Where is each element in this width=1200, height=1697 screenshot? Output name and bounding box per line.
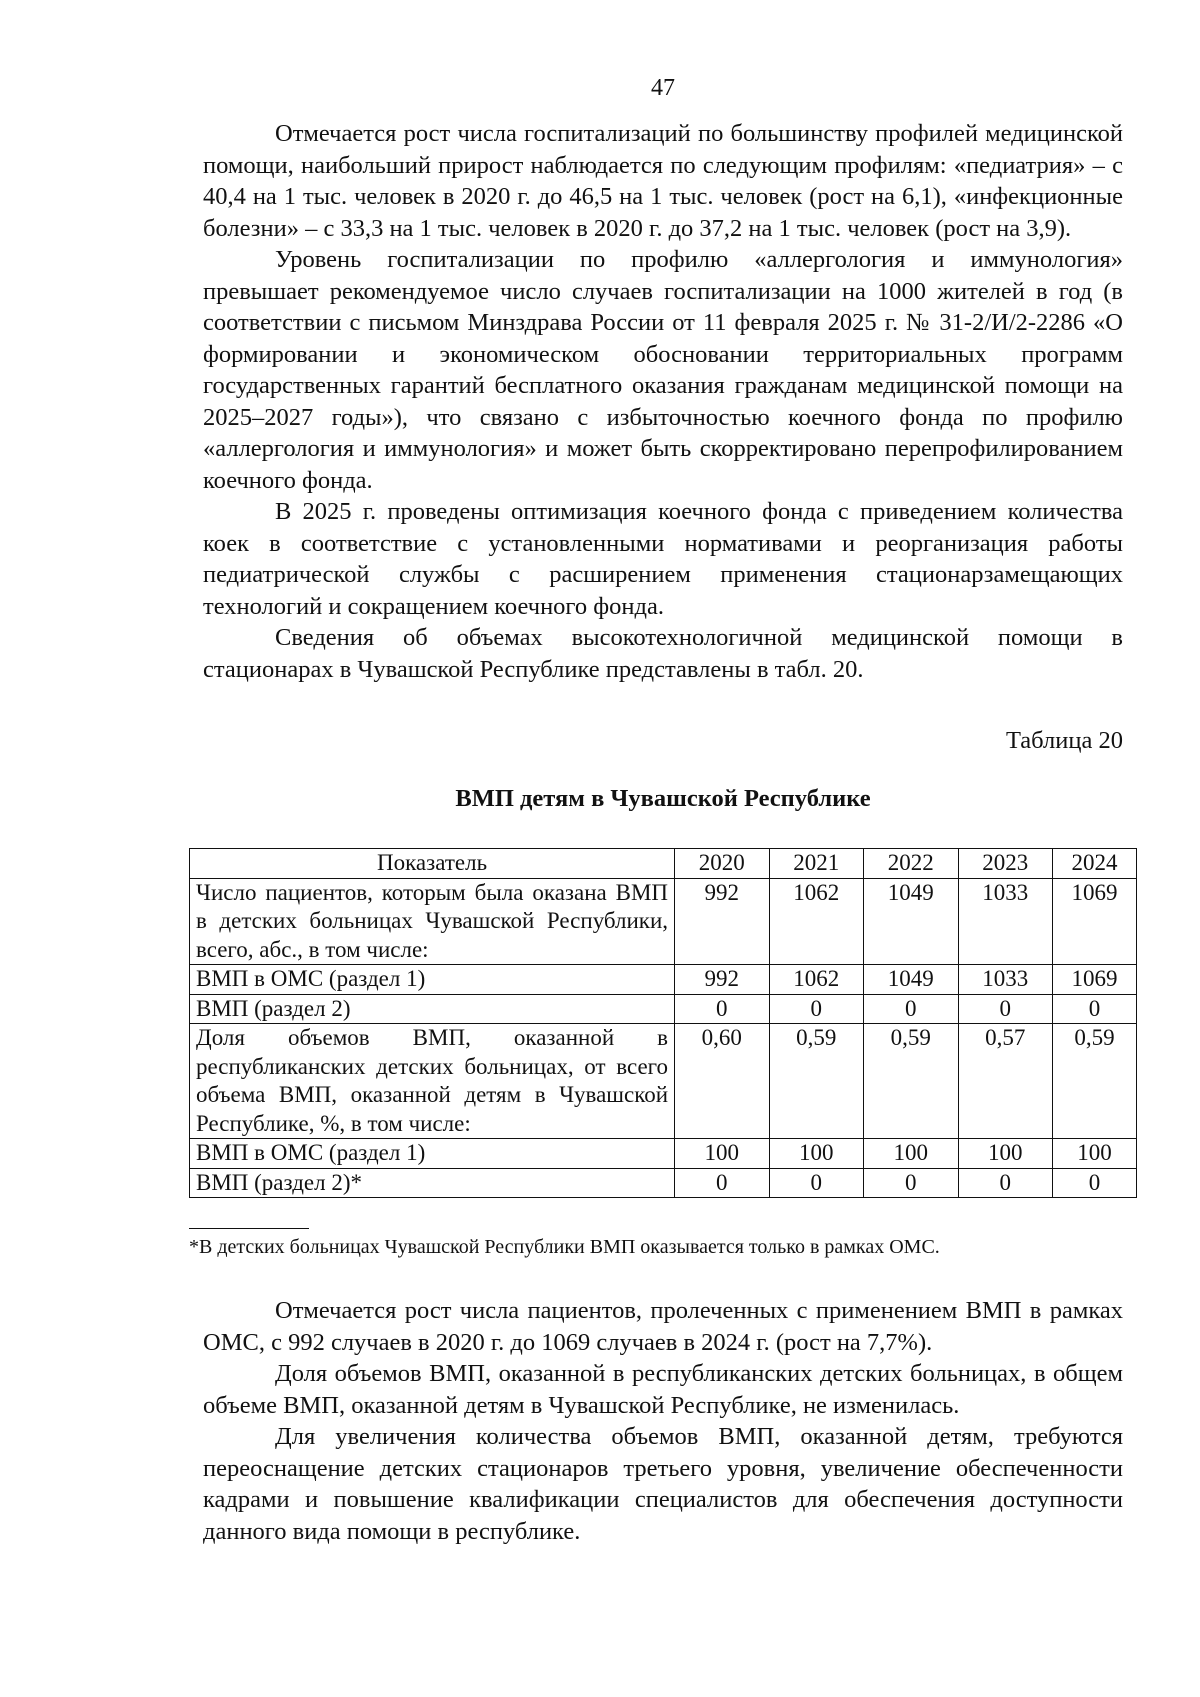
cell-value: 1062 — [769, 965, 863, 995]
cell-value: 0 — [675, 1168, 769, 1198]
table-label: Таблица 20 — [1005, 727, 1123, 754]
cell-value: 1033 — [958, 965, 1052, 995]
table-row — [190, 1168, 1137, 1198]
page-number: 47 — [651, 75, 675, 101]
cell-value: 0,59 — [769, 1024, 863, 1139]
cell-value: 0 — [864, 1168, 958, 1198]
vmp-children-table — [189, 848, 1137, 1198]
table-header-row — [190, 849, 1137, 879]
row-indicator: ВМП в ОМС (раздел 1) — [190, 1139, 675, 1169]
cell-value: 1049 — [864, 965, 958, 995]
cell-value: 992 — [675, 878, 769, 965]
row-indicator: ВМП (раздел 2)* — [190, 1168, 675, 1198]
paragraph-share-unchanged: Доля объемов ВМП, оказанной в республиканских детских больницах, в общем объеме ВМП, оказанной детям в Чувашской Республике, не изменилась. — [203, 1360, 1123, 1419]
table-row — [190, 1024, 1137, 1139]
column-header-2022: 2022 — [864, 849, 958, 879]
cell-value: 100 — [1052, 1139, 1136, 1169]
cell-value: 100 — [769, 1139, 863, 1169]
bottom-text-block — [203, 1295, 1123, 1547]
cell-value: 1033 — [958, 878, 1052, 965]
cell-value: 0,60 — [675, 1024, 769, 1139]
cell-value: 0,59 — [864, 1024, 958, 1139]
paragraph-requirements: Для увеличения количества объемов ВМП, оказанной детям, требуются переоснащение детских стационаров третьего уровня, увеличение обеспеченности кадрами и повышение квалификации специалистов для обеспечения доступности данного вида помощи в республике. — [203, 1423, 1123, 1545]
cell-value: 0 — [1052, 994, 1136, 1024]
paragraph-bed-optimization: В 2025 г. проведены оптимизация коечного фонда с приведением количества коек в соответствие с установленными нормативами и реорганизация работы педиатрической службы с расширением применения стационарзамещающих технологий и сокращением коечного фонда. — [203, 498, 1123, 620]
cell-value: 0,59 — [1052, 1024, 1136, 1139]
column-header-2023: 2023 — [958, 849, 1052, 879]
cell-value: 100 — [675, 1139, 769, 1169]
paragraph-allergology-level: Уровень госпитализации по профилю «аллергология и иммунология» превышает рекомендуемое число случаев госпитализации на 1000 жителей в год (в соответствии с письмом Минздрава России от 11 февраля 2025 г. № 31-2/И/2-2286 «О формировании и экономическом обосновании территориальных программ государственных гарантий бесплатного оказания гражданам медицинской помощи на 2025–2027 годы»), что связано с избыточностью коечного фонда по профилю «аллергология и иммунология» и может быть скорректировано перепрофилированием коечного фонда. — [203, 246, 1123, 494]
row-indicator: ВМП (раздел 2) — [190, 994, 675, 1024]
cell-value: 0 — [1052, 1168, 1136, 1198]
row-indicator: Число пациентов, которым была оказана ВМП в детских больницах Чувашской Республики, всего, абс., в том числе: — [190, 878, 675, 965]
cell-value: 1062 — [769, 878, 863, 965]
cell-value: 0 — [675, 994, 769, 1024]
cell-value: 0 — [769, 994, 863, 1024]
table-title: ВМП детям в Чувашской Республике — [455, 785, 871, 812]
table-row — [190, 965, 1137, 995]
row-indicator: ВМП в ОМС (раздел 1) — [190, 965, 675, 995]
cell-value: 0 — [769, 1168, 863, 1198]
cell-value: 0,57 — [958, 1024, 1052, 1139]
top-text-block — [203, 118, 1123, 685]
cell-value: 0 — [958, 1168, 1052, 1198]
paragraph-hospitalization-growth: Отмечается рост числа госпитализаций по большинству профилей медицинской помощи, наибольший прирост наблюдается по следующим профилям: «педиатрия» – с 40,4 на 1 тыс. человек в 2020 г. до 46,5 на 1 тыс. человек (рост на 6,1), «инфекционные болезни» – с 33,3 на 1 тыс. человек в 2020 г. до 37,2 на 1 тыс. человек (рост на 3,9). — [203, 120, 1123, 242]
cell-value: 1069 — [1052, 965, 1136, 995]
column-header-2024: 2024 — [1052, 849, 1136, 879]
cell-value: 100 — [958, 1139, 1052, 1169]
column-header-2021: 2021 — [769, 849, 863, 879]
cell-value: 992 — [675, 965, 769, 995]
table-row — [190, 878, 1137, 965]
column-header-indicator: Показатель — [190, 849, 675, 879]
row-indicator: Доля объемов ВМП, оказанной в республиканских детских больницах, от всего объема ВМП, оказанной детям в Чувашской Республике, %, в том числе: — [190, 1024, 675, 1139]
cell-value: 1069 — [1052, 878, 1136, 965]
cell-value: 100 — [864, 1139, 958, 1169]
paragraph-table-reference: Сведения об объемах высокотехнологичной медицинской помощи в стационарах в Чувашской Республике представлены в табл. 20. — [203, 624, 1123, 683]
cell-value: 1049 — [864, 878, 958, 965]
cell-value: 0 — [864, 994, 958, 1024]
footnote-divider — [189, 1228, 309, 1229]
table-row — [190, 1139, 1137, 1169]
column-header-2020: 2020 — [675, 849, 769, 879]
paragraph-patient-growth: Отмечается рост числа пациентов, пролеченных с применением ВМП в рамках ОМС, с 992 случаев в 2020 г. до 1069 случаев в 2024 г. (рост на 7,7%). — [203, 1297, 1123, 1356]
cell-value: 0 — [958, 994, 1052, 1024]
table-row — [190, 994, 1137, 1024]
table-footnote: *В детских больницах Чувашской Республики ВМП оказывается только в рамках ОМС. — [189, 1236, 940, 1258]
